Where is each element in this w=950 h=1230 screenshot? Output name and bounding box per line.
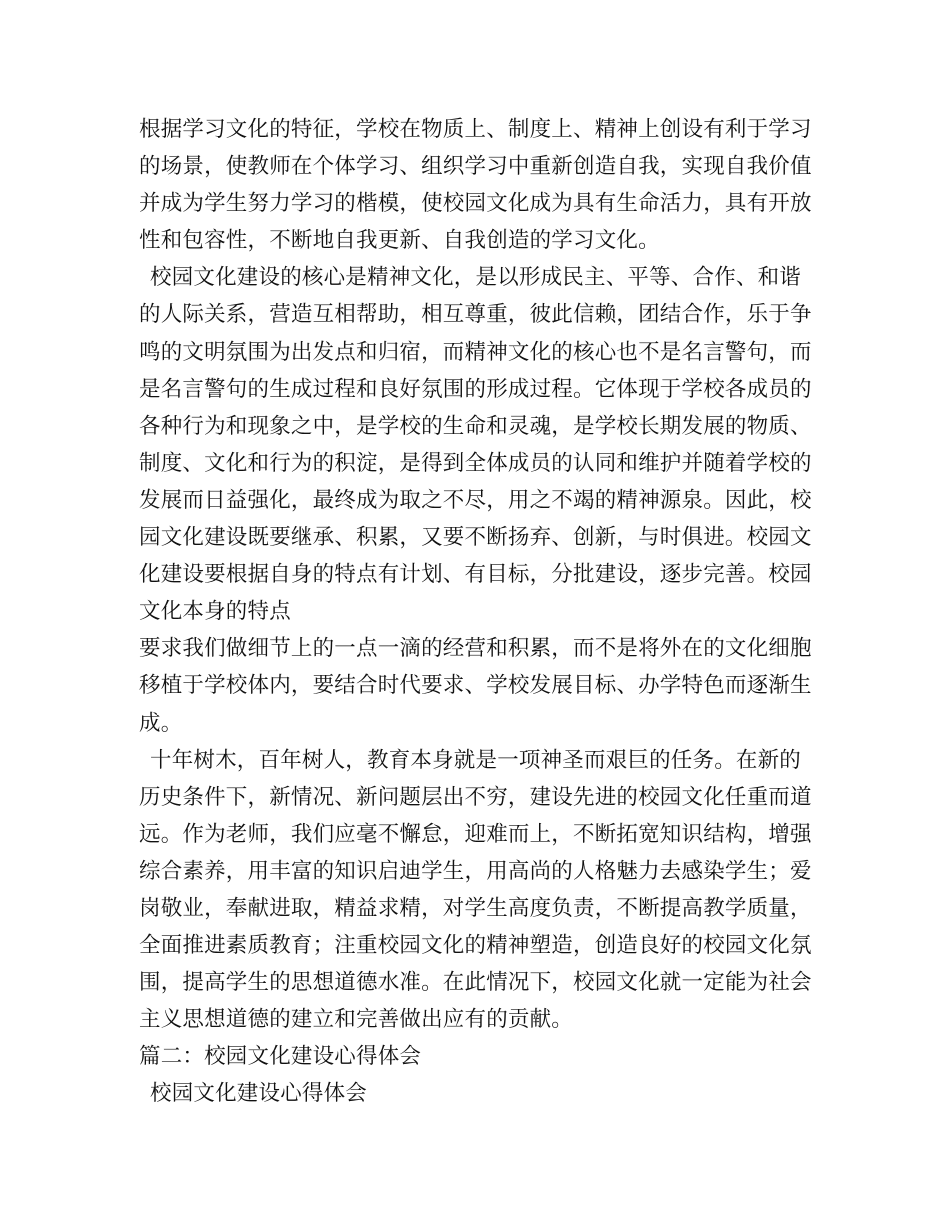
text-line: 远。作为老师，我们应毫不懈怠，迎难而上，不断拓宽知识结构，增强 [139,821,812,847]
text-line: 性和包容性，不断地自我更新、自我创造的学习文化。 [139,228,660,254]
text-line: 综合素养，用丰富的知识启迪学生，用高尚的人格魅力去感染学生；爱 [139,858,812,884]
text-line: 岗敬业，奉献进取，精益求精，对学生高度负责，不断提高教学质量， [139,895,812,921]
article-title: 校园文化建设心得体会 [150,1081,368,1107]
text-line: 的场景，使教师在个体学习、组织学习中重新创造自我，实现自我价值 [139,154,812,180]
text-line: 园文化建设既要继承、积累，又要不断扬弃、创新，与时俱进。校园文 [139,525,812,551]
text-line: 历史条件下，新情况、新问题层出不穷，建设先进的校园文化任重而道 [139,784,812,810]
text-line: 制度、文化和行为的积淀，是得到全体成员的认同和维护并随着学校的 [139,450,812,476]
text-line: 主义思想道德的建立和完善做出应有的贡献。 [139,1007,574,1033]
text-line: 十年树木，百年树人，教育本身就是一项神圣而艰巨的任务。在新的 [150,747,802,773]
text-line: 是名言警句的生成过程和良好氛围的形成过程。它体现于学校各成员的 [139,376,812,402]
text-line: 成。 [139,710,183,736]
text-line: 围，提高学生的思想道德水准。在此情况下，校园文化就一定能为社会 [139,970,812,996]
text-line: 发展而日益强化，最终成为取之不尽，用之不竭的精神源泉。因此，校 [139,487,812,513]
text-line: 各种行为和现象之中，是学校的生命和灵魂，是学校长期发展的物质、 [139,413,812,439]
text-line: 鸣的文明氛围为出发点和归宿，而精神文化的核心也不是名言警句，而 [139,339,812,365]
text-line: 移植于学校体内，要结合时代要求、学校发展目标、办学特色而逐渐生 [139,673,812,699]
text-line: 校园文化建设的核心是精神文化，是以形成民主、平等、合作、和谐 [150,265,802,291]
text-line: 并成为学生努力学习的楷模，使校园文化成为具有生命活力，具有开放 [139,191,812,217]
text-line: 要求我们做细节上的一点一滴的经营和积累，而不是将外在的文化细胞 [139,636,812,662]
text-line: 化建设要根据自身的特点有计划、有目标，分批建设，逐步完善。校园 [139,562,812,588]
section-heading: 篇二：校园文化建设心得体会 [139,1044,422,1070]
text-line: 根据学习文化的特征，学校在物质上、制度上、精神上创设有利于学习 [139,117,812,142]
text-line: 的人际关系，营造互相帮助，相互尊重，彼此信赖，团结合作，乐于争 [139,302,812,328]
text-line: 全面推进素质教育；注重校园文化的精神塑造，创造良好的校园文化氛 [139,933,812,959]
text-line: 文化本身的特点 [139,599,291,625]
document-body [139,111,819,1113]
